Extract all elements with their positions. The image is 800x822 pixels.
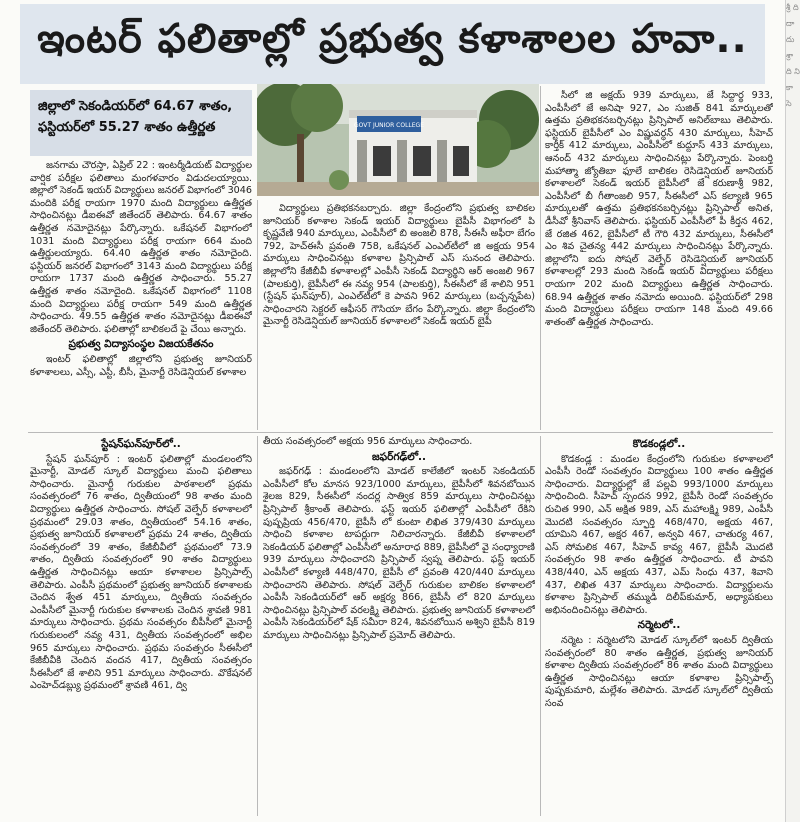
subhead-line-1: జిల్లాలో సెకండియర్‌లో 64.67 శాతం, xyxy=(38,99,233,114)
right-paragraph-1: సీలో జి అక్షయ్ 939 మార్కులు, జే సిద్దార్థ 933, ఎంపీసీలో జే అనిషా 927, ఎం సుజిత్ 841 మార్కులతో ఉత్తమ ప్రతిభకనబర్చినట్లు ప్రిన్సిపాల్ అనిల్‌బాబు తెలిపారు. ఫస్టియర్ బైపీసీలో ఎం విష్ణువర్ధన్ 430 మార్కులు, సీహెచ్ కార్తీక్ 412 మార్కులు, ఎంపీసీలో కుద్దూస్ 433 మార్కులు, ఆనంద్ 432 మార్కులు సాధించినట్లు పేర్కొన్నారు. పెంబర్తి మహాత్మా జ్యోతిబా ఫూలే బాలికల రెసిడెన్షియల్ జూనియర్ కళాశాలలో సెకండ్ ఇయర్ బైపీసీలో జే కరుణాశ్రీ 982, ఎంపీసీలో బీ గీతాంజలి 957, సీఈసీలో ఎస్ కల్యాణి 965 మార్కులతో ఉత్తమ ప్రతిభకనబర్చినట్లు ప్రిన్సిపాల్ అనిత, డీసీవో శ్రీనివాస్ తెలిపారు. ఫస్టియర్ ఎంపీసీలో పీ కీర్తన 462, జే రజిత 462, బైపీసీలో టీ గౌరి 432 మార్కులు, సీఈసీలో ఎం శివ చైతన్య 442 మార్కులు సాధించినట్లు పేర్కొన్నారు. జిల్లాలోని ఐదు సోషల్ వెల్ఫేర్ రెసిడెన్షియల్ జూనియర్ కళాశాలల్లో 293 మంది సెకండ్ ఇయర్ విద్యార్థులు పరీక్షలు రాయగా 202 మంది విద్యార్థులు ఉత్తీర్ణత సాధించారు. 68.94 ఉత్తీర్ణత శాతం నమోదు అయింది. ఫస్టియర్‌లో 298 మంది విద్యార్థులు పరీక్షలు రాయగా 148 మంది 49.66 శాతంతో ఉత్తీర్ణత సాధించారు. xyxy=(545,90,773,328)
narmeta-heading: నర్మెటలో.. xyxy=(637,619,681,632)
left-column xyxy=(30,160,252,432)
center-paragraph-1: విద్యార్థులు ప్రతిభకనబర్చారు. జిల్లా కేంద్రంలోని ప్రభుత్వ బాలికల జూనియర్ కళాశాల సెకండ్ ఇయర్ విద్యార్థులు బైపీసీ విభాగంలో పి కృష్ణవేణి 940 మార్కులు, ఎంపీసీలో బి అంజలి 878, సీఈసీ అఫీరా బేగం 792, హెచ్ఈసీ ప్రవంతి 758, ఒకేషనల్ ఎంఎల్‌టీలో జి అక్షయ 954 మార్కులు సాధించినట్లు కళాశాల ప్రిన్సిపాల్ ఎస్ సునంద తెలిపారు. జిల్లాలోని కేజీబీవీ కళాశాలల్లో ఎంపీసీ సెకండ్ విద్యార్థిని ఆర్ అంజలి 967 (పాలకుర్తి), బైపీసీలో ఈ నవ్య 954 (పాలకుర్తి), సీఈసీలో జే శాలిని 951 (స్టేషన్ ఘన్‌పూర్), ఎంఎల్‌టీలో కె పావని 962 మార్కులు (బచ్చన్నపేట) సాధించారని సెక్టరల్ ఆఫీసర్ గౌసియా బేగం పేర్కొన్నారు. జిల్లా కేంద్రంలోని మైనార్టీ రెసిడెన్షియల్ జూనియర్ కళాశాలలో సెకండ్ ఇయర్ బైపీ xyxy=(263,203,535,328)
column-divider-4 xyxy=(540,436,541,816)
column-divider-2 xyxy=(540,86,541,430)
kodakandla-paragraph: కొడకండ్ల : మండల కేంద్రంలోని గురుకుల కళాశాలలో ఎంపీసీ రెండో సంవత్సరం విద్యార్థులు 100 శాతం ఉత్తీర్ణత సాధించారు. విద్యార్థుల్లో జే పల్లవి 993/1000 మార్కులు సాధించింది. సీహెచ్ స్పందన 992, బైపీసీ రెండో సంవత్సరం రుచిత 990, ఎన్ అక్షిత 989, ఎస్ మహాలక్ష్మి 989, ఎంపీసీ మొదటి సంవత్సరం స్ఫూర్తి 468/470, అక్షయ 467, యామిని 467, అక్షర 467, అన్వవి 467, చాతుర్య 467, ఎస్ సోమలిక 467, సీహెచ్ కావ్య 467, బైపీసీ మొదటి సంవత్సరం 98 శాతం ఉత్తీర్ణత సాధించారు. టీ పావని 438/440, ఎన్ అక్షయ 437, ఎమ్ సింధు 437, శివాని 437, లిఖిత 437 మార్కులు సాధించారు. విద్యార్థులను కళాశాల ప్రిన్సిపాల్ తమ్ముడి దిలీప్‌కుమార్, అధ్యాపకులు అభినందించినట్లు తెలిపారు. xyxy=(545,453,773,616)
headline: ఇంటర్ ఫలితాల్లో ప్రభుత్వ కళాశాలల హవా.. xyxy=(37,16,748,62)
column-divider-3 xyxy=(257,436,258,816)
kodakandla-heading: కొడకండ్లలో.. xyxy=(632,438,686,450)
right-column xyxy=(545,90,773,428)
zafargadh-heading: జఫర్‌గఢ్‌లో.. xyxy=(371,450,427,463)
bottom-right-column xyxy=(545,436,773,820)
center-column xyxy=(263,203,535,429)
left-section-heading: ప్రభుత్వ విద్యాసంస్థల విజయకేతనం xyxy=(68,338,214,351)
adjacent-page-edge: శ్రీ ది దా దు శ్రా ది ని కా సె xyxy=(785,0,800,822)
continued-line: తీయ సంవత్సరంలో అక్షయ 956 మార్కులు సాధించారు. xyxy=(263,436,473,447)
bottom-left-column xyxy=(30,436,252,820)
narmeta-paragraph: నర్మెట : నర్మెటలోని మోడల్ స్కూల్‌లో ఇంటర్ ద్వితీయ సంవత్సరంలో 80 శాతం ఉత్తీర్ణత, ప్రభుత్వ జూనియర్ కళాశాల ద్వితీయ సంవత్సరంలో 86 శాతం మంది విద్యార్థులు ఉత్తీర్ణత సాధించినట్లు ఆయా కళాశాల ప్రిన్సిపాల్స్ పుష్పకుమారి, మల్లేశం తెలిపారు. మోడల్ స్కూల్‌లో ద్వితీయ సంవ xyxy=(545,634,773,709)
bottom-center-column xyxy=(263,436,535,820)
left-paragraph-1: జనగామ చౌరస్తా, ఏప్రిల్ 22 : ఇంటర్మీడియట్ విద్యార్థుల వార్షిక పరీక్షల ఫలితాలు మంగళవారం విడుదలయ్యాయి. జిల్లాలో సెకండ్ ఇయర్ విద్యార్థులు జనరల్ విభాగంలో 3046 మందికి పరీక్ష రాయగా 1970 మంది విద్యార్థులు ఉత్తీర్ణత సాధించినట్లు డీఐఈవో జితేందర్ తెలిపారు. 64.67 శాతం ఉత్తీర్ణత నమోదైనట్లు పేర్కొన్నారు. ఒకేషనల్ విభాగంలో 1031 మంది విద్యార్థులు పరీక్ష రాయగా 664 మంది ఉత్తీర్ణులయ్యారు. 64.40 ఉత్తీర్ణత శాతం నమోదైంది. ఫస్టియర్ జనరల్ విభాగంలో 3143 మంది విద్యార్థులు పరీక్ష రాయగా 1737 మంది ఉత్తీర్ణత సాధించారు. 55.27 ఉత్తీర్ణత శాతం నమోదైంది. ఒకేషనల్ విభాగంలో 1108 మంది విద్యార్థులు పరీక్ష రాయగా 549 మంది ఉత్తీర్ణత సాధించారు. 49.55 ఉత్తీర్ణత శాతం నమోదైనట్లు డీఐఈవో జితేందర్ తెలిపారు. ఫలితాల్లో బాలికలదే పై చేయి అన్నారు. xyxy=(30,160,252,335)
station-ghanpur-paragraph: స్టేషన్ ఘన్‌పూర్ : ఇంటర్ ఫలితాల్లో మండలంలోని మైనార్టీ, మోడల్ స్కూల్ విద్యార్థులు మంచి ఫలితాలు సాధించారు. మైనార్టీ గురుకుల పాఠశాలలో ప్రథమ సంవత్సరంలో 76 శాతం, ద్వితీయంలో 98 శాతం మంది విద్యార్థులు ఉత్తీర్ణత సాధించారు. సోషల్ వెల్ఫేర్ కళాశాలలో ప్రథమంలో 29.03 శాతం, ద్వితీయంలో 54.16 శాతం, ప్రభుత్వ జూనియర్ కళాశాలలో ప్రథమ 24 శాతం, ద్వితీయ సంవత్సరంలో 39 శాతం, కేజీబీవీలో ప్రథమంలో 73.9 శాతం, ద్వితీయ సంవత్సరంలో 90 శాతం విద్యార్థులు ఉత్తీర్ణత సాధించినట్లు ఆయా కళాశాలల ప్రిన్సిపాల్స్ తెలిపారు. ఎంపీసీ ప్రథమంలో ప్రభుత్వ జూనియర్ కళాశాలకు చెందిన శ్వేత 451 మార్కులు, ద్వితీయ సంవత్సరం ఎంపీసీలో మైనార్టీ గురుకుల కళాశాలకు చెందిన శ్రావణి 981 మార్కులు సాధించారు. ప్రథమ సంవత్సరం బీపీసీలో మైనార్టీ గురుకులంలో నవ్య 431, ద్వితీయ సంవత్సరంలో అభిల 965 మార్కులు సాధించారు. ప్రథమ సంవత్సరం సీఈసీలో కేజీబీవీకి చెందిన వందన 417, ద్వితీయ సంవత్సరం సీఈసీలో జే శాలిని 951 మార్కులు సాధించారు. వొకేషనల్ ఎంహెచ్‌డబ్ల్యు ప్రథమంలో శ్రావణి 461, ద్వి xyxy=(30,453,252,692)
headline-banner xyxy=(20,4,765,84)
station-ghanpur-heading: స్టేషన్‌ఘన్‌పూర్‌లో.. xyxy=(101,438,181,450)
college-photo xyxy=(257,84,539,196)
subhead-line-2: ఫస్టియర్‌లో 55.27 శాతం ఉత్తీర్ణత xyxy=(38,120,216,135)
section-divider xyxy=(28,432,773,433)
left-section-paragraph-1: ఇంటర్ ఫలితాల్లో జిల్లాలోని ప్రభుత్వ జూనియర్ కళాశాలలు, ఎస్సీ, ఎస్టీ, బీసీ, మైనార్టీ రెసిడెన్షియల్ కళాశాల xyxy=(30,353,252,378)
column-divider-1 xyxy=(257,200,258,430)
subheadline-box xyxy=(30,90,252,156)
photo-banner-text: GOVT JUNIOR COLLEGE xyxy=(354,122,424,129)
zafargadh-paragraph: జఫర్‌గఢ్ : మండలంలోని మోడల్ కాలేజీలో ఇంటర్ సెకండియర్ ఎంపీసీలో కోల మానస 923/1000 మార్కులు, బైపీసీలో శివనబోయిన శైలజ 829, సీఈసీలో నందర్ల సాత్విక 859 మార్కులు సాధించినట్లు ప్రిన్సిపాల్ శ్రీకాంత్ తెలిపారు. ఫస్ట్ ఇయర్ ఫలితాల్లో ఎంపీసీలో రేకిని పుష్పప్రియ 456/470, బైపీసీ లో కుంటా లిఖిత 379/430 మార్కులు సాధించి కళాశాల టాపర్లుగా నిలిచారన్నారు. కేజీబీవీ కళాశాలలో సెకండియర్ ఫలితాల్లో ఎంపీసీలో అనూరాధ 889, బైపీసీలో వై సంధ్యారాణి 939 మార్కులు సాధించారని ప్రిన్సిపాల్ స్వప్న తెలిపారు. ఫస్ట్ ఇయర్ ఎంపీసీలో కళ్యాణి 448/470, బైపీసీ లో ప్రవంతి 420/440 మార్కులు సాధించారని తెలిపారు. సోషల్ వెల్ఫేర్ గురుకుల బాలికల కళాశాలలో ఎంపీసీ సెకండియర్‌లో ఆర్ అక్షర్య 866, బైపీసీ లో 820 మార్కులు సాధించినట్లు ప్రిన్సిపాల్ వరలక్ష్మి తెలిపారు. ప్రభుత్వ జూనియర్ కళాశాలలో ఎంపీసీ సెకండియర్‌లో షేక్ సమీరా 824, శివనబోయిన అశ్విని బైపీసీ 819 మార్కులు సాధించినట్లు ప్రిన్సిపాల్ ప్రమోద్ తెలిపారు. xyxy=(263,466,535,641)
